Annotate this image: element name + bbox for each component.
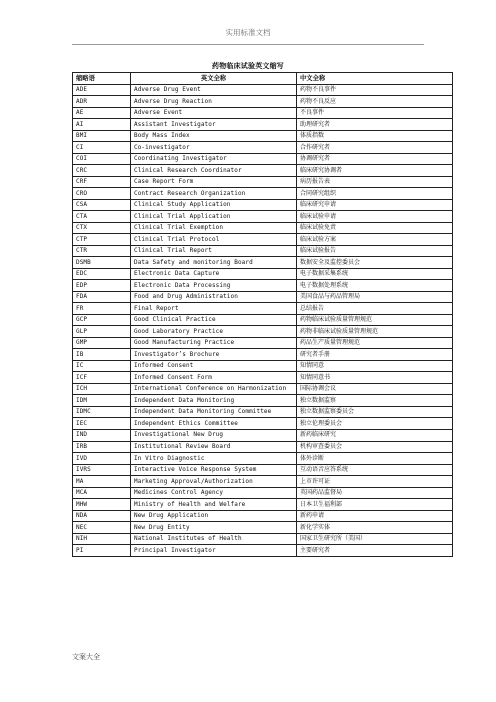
abbreviation-cell: FR xyxy=(73,303,131,315)
chinese-term-cell: 日本卫生福利部 xyxy=(297,499,453,511)
english-term-cell: Independent Ethics Committee xyxy=(131,418,297,430)
abbreviation-cell: CI xyxy=(73,142,131,154)
table-row xyxy=(73,383,453,395)
english-term-cell: Clinical Trial Exemption xyxy=(131,222,297,234)
column-header-chinese: 中文全称 xyxy=(297,73,453,85)
chinese-term-cell: 总结报告 xyxy=(297,303,453,315)
english-term-cell: Investigator’s Brochure xyxy=(131,349,297,361)
chinese-term-cell: 临床试验免责 xyxy=(297,222,453,234)
abbreviation-cell: CTA xyxy=(73,211,131,223)
table-row xyxy=(73,119,453,131)
abbreviation-cell: GCP xyxy=(73,314,131,326)
chinese-term-cell: 主要研究者 xyxy=(297,545,453,557)
table-row xyxy=(73,130,453,142)
english-term-cell: Clinical Trial Report xyxy=(131,245,297,257)
abbreviation-cell: PI xyxy=(73,545,131,557)
chinese-term-cell: 药物不良反应 xyxy=(297,96,453,108)
english-term-cell: Contract Research Organization xyxy=(131,188,297,200)
chinese-term-cell: 电子数据采集系统 xyxy=(297,268,453,280)
abbreviation-cell: AI xyxy=(73,119,131,131)
abbreviation-cell: NIH xyxy=(73,533,131,545)
english-term-cell: Marketing Approval/Authorization xyxy=(131,476,297,488)
english-term-cell: Final Report xyxy=(131,303,297,315)
english-term-cell: Good Clinical Practice xyxy=(131,314,297,326)
english-term-cell: National Institutes of Health xyxy=(131,533,297,545)
abbreviation-cell: IC xyxy=(73,360,131,372)
english-term-cell: Ministry of Health and Welfare xyxy=(131,499,297,511)
english-term-cell: Clinical Trial Application xyxy=(131,211,297,223)
table-row xyxy=(73,533,453,545)
abbreviation-cell: CSA xyxy=(73,199,131,211)
abbreviation-cell: GMP xyxy=(73,337,131,349)
english-term-cell: Adverse Drug Event xyxy=(131,84,297,96)
english-term-cell: Clinical Research Coordinator xyxy=(131,165,297,177)
abbreviation-cell: MCA xyxy=(73,487,131,499)
chinese-term-cell: 新药申请 xyxy=(297,510,453,522)
table-row xyxy=(73,314,453,326)
english-term-cell: Medicines Control Agency xyxy=(131,487,297,499)
english-term-cell: Clinical Trial Protocol xyxy=(131,234,297,246)
english-term-cell: Electronic Data Processing xyxy=(131,280,297,292)
abbreviation-cell: MA xyxy=(73,476,131,488)
table-row xyxy=(73,349,453,361)
abbreviation-cell: CRC xyxy=(73,165,131,177)
english-term-cell: Data Safety and monitoring Board xyxy=(131,257,297,269)
english-term-cell: Principal Investigator xyxy=(131,545,297,557)
english-term-cell: Independent Data Monitoring Committee xyxy=(131,406,297,418)
table-row xyxy=(73,211,453,223)
chinese-term-cell: 临床试验申请 xyxy=(297,211,453,223)
column-header-english: 英文全称 xyxy=(131,73,297,85)
chinese-term-cell: 病历报告表 xyxy=(297,176,453,188)
chinese-term-cell: 临床试验报告 xyxy=(297,245,453,257)
chinese-term-cell: 药物不良事件 xyxy=(297,84,453,96)
table-row xyxy=(73,406,453,418)
chinese-term-cell: 体外诊断 xyxy=(297,453,453,465)
english-term-cell: Food and Drug Administration xyxy=(131,291,297,303)
table-body xyxy=(73,84,453,556)
chinese-term-cell: 体质指数 xyxy=(297,130,453,142)
header-divider xyxy=(72,44,424,45)
chinese-term-cell: 知情同意 xyxy=(297,360,453,372)
table-row xyxy=(73,96,453,108)
english-term-cell: Clinical Study Application xyxy=(131,199,297,211)
english-term-cell: Assistant Investigator xyxy=(131,119,297,131)
table-row xyxy=(73,545,453,557)
chinese-term-cell: 临床研究申请 xyxy=(297,199,453,211)
abbreviation-cell: IVD xyxy=(73,453,131,465)
english-term-cell: New Drug Application xyxy=(131,510,297,522)
table-row xyxy=(73,142,453,154)
table-row xyxy=(73,429,453,441)
chinese-term-cell: 药物临床试验质量管理规范 xyxy=(297,314,453,326)
page-header: 实用标准文档 xyxy=(225,28,271,37)
table-row xyxy=(73,510,453,522)
abbreviation-cell: NDA xyxy=(73,510,131,522)
abbreviation-cell: COI xyxy=(73,153,131,165)
chinese-term-cell: 上市许可证 xyxy=(297,476,453,488)
table-row xyxy=(73,257,453,269)
english-term-cell: Informed Consent xyxy=(131,360,297,372)
abbreviation-cell: NEC xyxy=(73,522,131,534)
chinese-term-cell: 不良事件 xyxy=(297,107,453,119)
table-row xyxy=(73,499,453,511)
english-term-cell: Institutional Review Board xyxy=(131,441,297,453)
english-term-cell: Investigational New Drug xyxy=(131,429,297,441)
abbreviation-cell: DSMB xyxy=(73,257,131,269)
chinese-term-cell: 协调研究者 xyxy=(297,153,453,165)
chinese-term-cell: 数据安全及监控委员会 xyxy=(297,257,453,269)
english-term-cell: Co-investigator xyxy=(131,142,297,154)
abbreviation-cell: EDP xyxy=(73,280,131,292)
english-term-cell: Independent Data Monitoring xyxy=(131,395,297,407)
abbreviation-cell: CRF xyxy=(73,176,131,188)
abbreviation-cell: IDMC xyxy=(73,406,131,418)
table-row xyxy=(73,107,453,119)
abbreviation-cell: IEC xyxy=(73,418,131,430)
abbreviation-cell: IB xyxy=(73,349,131,361)
table-row xyxy=(73,395,453,407)
chinese-term-cell: 机构审查委员会 xyxy=(297,441,453,453)
chinese-term-cell: 合作研究者 xyxy=(297,142,453,154)
table-row xyxy=(73,326,453,338)
abbreviation-cell: IVRS xyxy=(73,464,131,476)
table-row xyxy=(73,245,453,257)
abbreviation-cell: AE xyxy=(73,107,131,119)
chinese-term-cell: 药品生产质量管理规范 xyxy=(297,337,453,349)
english-term-cell: Body Mass Index xyxy=(131,130,297,142)
english-term-cell: International Conference on Harmonization xyxy=(131,383,297,395)
chinese-term-cell: 电子数据处理系统 xyxy=(297,280,453,292)
chinese-term-cell: 知情同意书 xyxy=(297,372,453,384)
table-row xyxy=(73,418,453,430)
english-term-cell: Adverse Drug Reaction xyxy=(131,96,297,108)
chinese-term-cell: 国家卫生研究所（美国） xyxy=(297,533,453,545)
english-term-cell: Adverse Event xyxy=(131,107,297,119)
chinese-term-cell: 临床试验方案 xyxy=(297,234,453,246)
abbreviation-cell: MHW xyxy=(73,499,131,511)
abbreviation-cell: CTR xyxy=(73,245,131,257)
table-row xyxy=(73,188,453,200)
table-row xyxy=(73,268,453,280)
table-row xyxy=(73,441,453,453)
abbreviation-table xyxy=(72,72,453,557)
table-row xyxy=(73,360,453,372)
table-row xyxy=(73,453,453,465)
table-row xyxy=(73,84,453,96)
english-term-cell: Good Laboratory Practice xyxy=(131,326,297,338)
chinese-term-cell: 助理研究者 xyxy=(297,119,453,131)
table-row xyxy=(73,176,453,188)
table-row xyxy=(73,165,453,177)
abbreviation-cell: CTX xyxy=(73,222,131,234)
table-row xyxy=(73,303,453,315)
abbreviation-cell: IND xyxy=(73,429,131,441)
english-term-cell: Interactive Voice Response System xyxy=(131,464,297,476)
document-title: 药物临床试验英文缩写 xyxy=(212,62,284,70)
table-row xyxy=(73,476,453,488)
table-row xyxy=(73,199,453,211)
table-row xyxy=(73,280,453,292)
chinese-term-cell: 合同研究组织 xyxy=(297,188,453,200)
abbreviation-cell: FDA xyxy=(73,291,131,303)
abbreviation-cell: IRB xyxy=(73,441,131,453)
english-term-cell: Electronic Data Capture xyxy=(131,268,297,280)
column-header-abbreviation: 缩略语 xyxy=(73,73,131,85)
table-row xyxy=(73,222,453,234)
abbreviation-cell: EDC xyxy=(73,268,131,280)
table-row xyxy=(73,372,453,384)
page-footer: 文案大全 xyxy=(72,653,100,661)
abbreviation-cell: CRO xyxy=(73,188,131,200)
chinese-term-cell: 新化学实体 xyxy=(297,522,453,534)
english-term-cell: Informed Consent Form xyxy=(131,372,297,384)
table-row xyxy=(73,337,453,349)
table-header-row xyxy=(73,73,453,85)
chinese-term-cell: 独立数据监察委员会 xyxy=(297,406,453,418)
english-term-cell: New Drug Entity xyxy=(131,522,297,534)
table-row xyxy=(73,291,453,303)
chinese-term-cell: 国际协调会议 xyxy=(297,383,453,395)
table-row xyxy=(73,487,453,499)
english-term-cell: Case Report Form xyxy=(131,176,297,188)
abbreviation-cell: ICH xyxy=(73,383,131,395)
english-term-cell: Good Manufacturing Practice xyxy=(131,337,297,349)
chinese-term-cell: 独立数据监察 xyxy=(297,395,453,407)
table-row xyxy=(73,522,453,534)
abbreviation-cell: CTP xyxy=(73,234,131,246)
chinese-term-cell: 研究者手册 xyxy=(297,349,453,361)
chinese-term-cell: 药物非临床试验质量管理规范 xyxy=(297,326,453,338)
english-term-cell: Coordinating Investigator xyxy=(131,153,297,165)
chinese-term-cell: 临床研究协调者 xyxy=(297,165,453,177)
table-row xyxy=(73,464,453,476)
abbreviation-cell: BMI xyxy=(73,130,131,142)
table-row xyxy=(73,153,453,165)
abbreviation-cell: ADE xyxy=(73,84,131,96)
chinese-term-cell: 独立伦理委员会 xyxy=(297,418,453,430)
abbreviation-cell: ICF xyxy=(73,372,131,384)
chinese-term-cell: 互动语音应答系统 xyxy=(297,464,453,476)
table-row xyxy=(73,234,453,246)
chinese-term-cell: 英国药品监督局 xyxy=(297,487,453,499)
chinese-term-cell: 新药临床研究 xyxy=(297,429,453,441)
chinese-term-cell: 美国食品与药品管理局 xyxy=(297,291,453,303)
english-term-cell: In Vitro Diagnostic xyxy=(131,453,297,465)
abbreviation-cell: GLP xyxy=(73,326,131,338)
abbreviation-cell: ADR xyxy=(73,96,131,108)
abbreviation-cell: IDM xyxy=(73,395,131,407)
